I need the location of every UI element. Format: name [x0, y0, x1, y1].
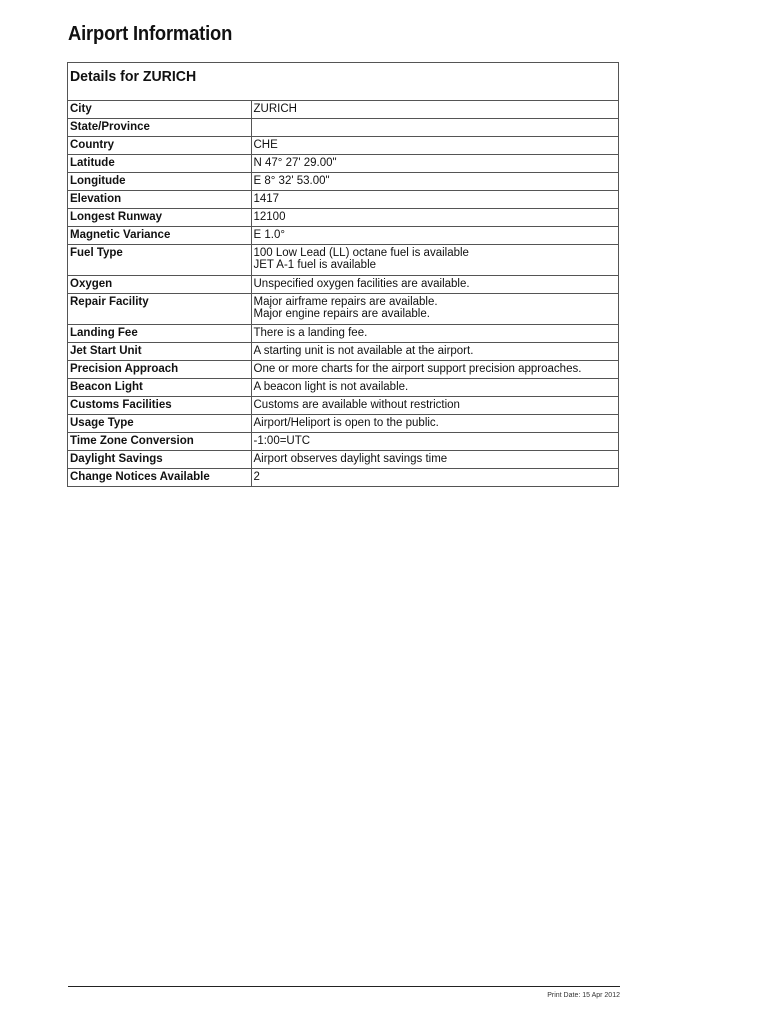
print-date: Print Date: 15 Apr 2012 — [547, 992, 620, 999]
row-label: Country — [68, 137, 251, 155]
page-title: Airport Information — [68, 23, 233, 45]
table-row — [68, 101, 618, 119]
footer-divider — [68, 986, 620, 987]
row-label: Usage Type — [68, 415, 251, 433]
row-label: Longest Runway — [68, 209, 251, 227]
row-value: A beacon light is not available. — [251, 379, 618, 397]
row-label: Daylight Savings — [68, 451, 251, 469]
table-row — [68, 451, 618, 469]
table-row — [68, 325, 618, 343]
row-label: Magnetic Variance — [68, 227, 251, 245]
row-label: Landing Fee — [68, 325, 251, 343]
row-value: Airport/Heliport is open to the public. — [251, 415, 618, 433]
row-value: Customs are available without restriction — [251, 397, 618, 415]
row-label: Change Notices Available — [68, 469, 251, 487]
table-row — [68, 343, 618, 361]
airport-details-panel — [67, 62, 619, 487]
row-value: -1:00=UTC — [251, 433, 618, 451]
table-row — [68, 245, 618, 276]
row-label: Longitude — [68, 173, 251, 191]
row-label: City — [68, 101, 251, 119]
row-label: Time Zone Conversion — [68, 433, 251, 451]
row-label: Latitude — [68, 155, 251, 173]
table-row — [68, 276, 618, 294]
row-value: E 1.0° — [251, 227, 618, 245]
row-value: 12100 — [251, 209, 618, 227]
row-value: 2 — [251, 469, 618, 487]
row-value: A starting unit is not available at the airport. — [251, 343, 618, 361]
table-row — [68, 397, 618, 415]
table-row — [68, 294, 618, 325]
row-value — [251, 119, 618, 137]
row-value: Unspecified oxygen facilities are available. — [251, 276, 618, 294]
airport-details-table — [68, 101, 618, 487]
row-label: Precision Approach — [68, 361, 251, 379]
table-row — [68, 173, 618, 191]
details-heading — [68, 63, 618, 101]
table-row — [68, 361, 618, 379]
row-value: 100 Low Lead (LL) octane fuel is available JET A-1 fuel is available — [251, 245, 618, 276]
table-row — [68, 469, 618, 487]
table-row — [68, 227, 618, 245]
details-heading-text: Details for ZURICH — [70, 68, 197, 85]
row-value: N 47° 27' 29.00" — [251, 155, 618, 173]
table-row — [68, 415, 618, 433]
row-value: There is a landing fee. — [251, 325, 618, 343]
row-label: Jet Start Unit — [68, 343, 251, 361]
row-label: Fuel Type — [68, 245, 251, 276]
row-value: Airport observes daylight savings time — [251, 451, 618, 469]
row-label: Customs Facilities — [68, 397, 251, 415]
row-label: Repair Facility — [68, 294, 251, 325]
table-row — [68, 119, 618, 137]
row-value: 1417 — [251, 191, 618, 209]
row-value: CHE — [251, 137, 618, 155]
table-row — [68, 209, 618, 227]
row-label: Elevation — [68, 191, 251, 209]
table-row — [68, 379, 618, 397]
table-row — [68, 433, 618, 451]
table-row — [68, 191, 618, 209]
row-label: Beacon Light — [68, 379, 251, 397]
row-value: ZURICH — [251, 101, 618, 119]
row-label: State/Province — [68, 119, 251, 137]
table-row — [68, 155, 618, 173]
row-value: One or more charts for the airport support precision approaches. — [251, 361, 618, 379]
row-label: Oxygen — [68, 276, 251, 294]
row-value: Major airframe repairs are available. Major engine repairs are available. — [251, 294, 618, 325]
row-value: E 8° 32' 53.00" — [251, 173, 618, 191]
table-row — [68, 137, 618, 155]
